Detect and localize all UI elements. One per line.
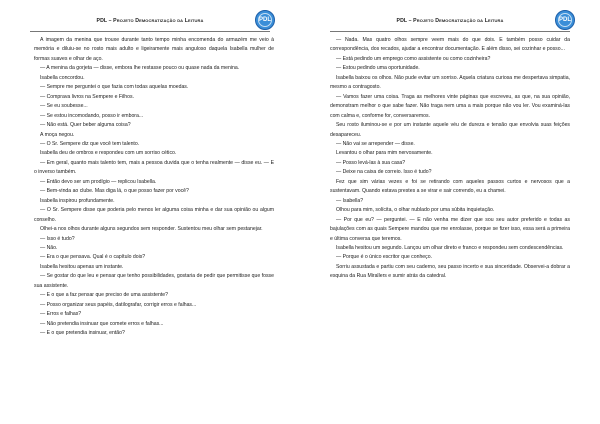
logo-text: PDL [559,17,571,23]
paragraph: — O Sr. Sempere diz que você tem talento. [40,140,140,147]
paragraph: — Não vai se arrepender — disse. [336,140,415,147]
header-prefix: PDL – [96,18,114,24]
paragraph: — E o que pretendia insinuar, então? [40,330,125,337]
paragraph: — Não. [40,244,58,251]
header-title [397,14,504,24]
logo-text: PDL [259,17,271,23]
right-page [300,0,600,424]
paragraph: — A menina da gorjeta — disse, embora lhe restasse pouco ou quase nada da menina. [40,65,240,72]
paragraph: Isabella hesitou um segundo. Lançou um olhar direto e franco e respondeu sem condescendências. [336,244,564,251]
paragraph: — Nada. Mas quatro olhos sempre veem mais do que dois. E também posso cuidar da correspondência, dos recados, ajudar a encontrar documentação. E além disso, sei cozinhar e posso... [330,37,570,53]
paragraph: — Não está. Quer beber alguma coisa? [40,122,131,129]
paragraph: — Se gostar do que leu e pensar que tenho possibilidades, gostaria de pedir que permitisse que fosse sua assistente. [34,273,274,289]
paragraph: A imagem da menina que trouxe durante tanto tempo minha encomenda do armazém me veio à memória e diluiu-se no rosto mais adulto e ligeiramente mais anguloso daquela Isabella mulher de formas suaves e olhar de aço. [34,37,274,62]
paragraph: A moça negou. [40,131,75,138]
paragraph: — Deixe na caixa de correio. Isso é tudo? [336,169,432,176]
paragraph: Isabella deu de ombros e respondeu com um sorriso cético. [40,150,177,157]
paragraph: — Porque é o único escritor que conheço. [336,254,433,261]
paragraph: Isabella concordou. [40,74,85,81]
paragraph: — Isabella? [336,197,364,204]
paragraph: — Era o que pensava. Qual é o capítulo dois? [40,254,146,261]
paragraph: — Vamos fazer uma coisa. Traga as melhores vinte páginas que escreveu, as que, na sua opinião, demonstram melhor o que sabe fazer. Não traga nem uma a mais porque não vou ler. Vou examiná-las com calma e, conforme for, conversaremos. [330,93,570,119]
paragraph: Seu rosto iluminou-se e por um instante aquele véu de dureza e tensão que envolvia suas feições desapareceu. [330,122,570,138]
paragraph: — Se estou incomodando, posso ir embora... [40,112,144,119]
paragraph: Olhou para mim, solícita, o olhar nublado por uma súbita inquietação. [336,207,495,214]
page-header [30,14,270,28]
paragraph: — Não pretendia insinuar que comete erros e falhas... [40,320,164,327]
paragraph: — Comprava livros na Sempere e Filhos. [40,93,134,100]
paragraph: Isabella hesitou apenas um instante. [40,263,124,270]
paragraph: — Se eu soubesse... [40,103,88,110]
pdl-logo-icon [555,10,575,30]
paragraph: Fez que sim várias vezes e foi se retirando com aqueles passos curtos e nervosos que a sustentavam. Quando estava prestes a se virar e sair correndo, eu a chamei. [330,178,570,195]
paragraph: Isabella inspirou profundamente. [40,197,115,204]
header-title [97,14,204,24]
paragraph: — Posso levá-las à sua casa? [336,159,406,166]
paragraph: — Está pedindo um emprego como assistente ou como cozinheira? [336,55,491,62]
header-rule [30,31,270,32]
paragraph: — Bem-vinda ao clube. Mas diga lá, o que posso fazer por você? [40,188,189,195]
paragraph: Olhei-a nos olhos durante alguns segundos sem responder. Sustentou meu olhar sem pestanejar. [40,226,263,233]
paragraph: — Então devo ser um prodígio — replicou Isabella. [40,178,157,185]
page-header [330,14,570,28]
paragraph: — Em geral, quanto mais talento tem, mais a pessoa duvida que o tenha realmente — disse eu. — E o inverso também. [34,159,274,176]
paragraph: — Sempre me perguntei o que fazia com todas aquelas moedas. [40,84,189,91]
pdl-logo-icon [255,10,275,30]
paragraph: — Posso organizar seus papéis, datilografar, corrigir erros e falhas... [40,301,197,308]
paragraph: — E o que a faz pensar que preciso de uma assistente? [40,292,169,299]
paragraph: Levantou o olhar para mim nervosamente. [336,150,433,157]
paragraph: — Erros e falhas? [40,311,82,318]
header-title-text: Projeto Democratização da Leitura [113,18,204,24]
paragraph: — Isso é tudo? [40,235,75,242]
header-title-text: Projeto Democratização da Leitura [413,18,504,24]
paragraph: Isabella baixou os olhos. Não pude evitar um sorriso. Aquela criatura curiosa me despertava simpatia, mesmo a contragosto. [330,74,570,91]
paragraph: — Por que eu? — perguntei. — E não venha me dizer que sou seu autor preferido e todas as bajulações com as quais Sempere mandou que me enrolasse, porque se fizer isso, essa será a primeira e última conversa que teremos. [330,216,570,242]
header-prefix: PDL – [396,18,414,24]
paragraph: — O Sr. Sempere disse que poderia pelo menos ler alguma coisa minha e dar sua opinião ou algum conselho. [34,207,274,223]
paragraph: — Estou pedindo uma oportunidade. [336,65,420,72]
right-page-text [330,36,570,282]
header-rule [330,31,570,32]
left-page-text [34,36,274,339]
paragraph: Sorriu assustada e partiu com seu caderno, seu passo incerto e sua sinceridade. Observei-a dobrar a esquina da Rua Mirallers e sumir atrás da catedral. [330,263,570,280]
